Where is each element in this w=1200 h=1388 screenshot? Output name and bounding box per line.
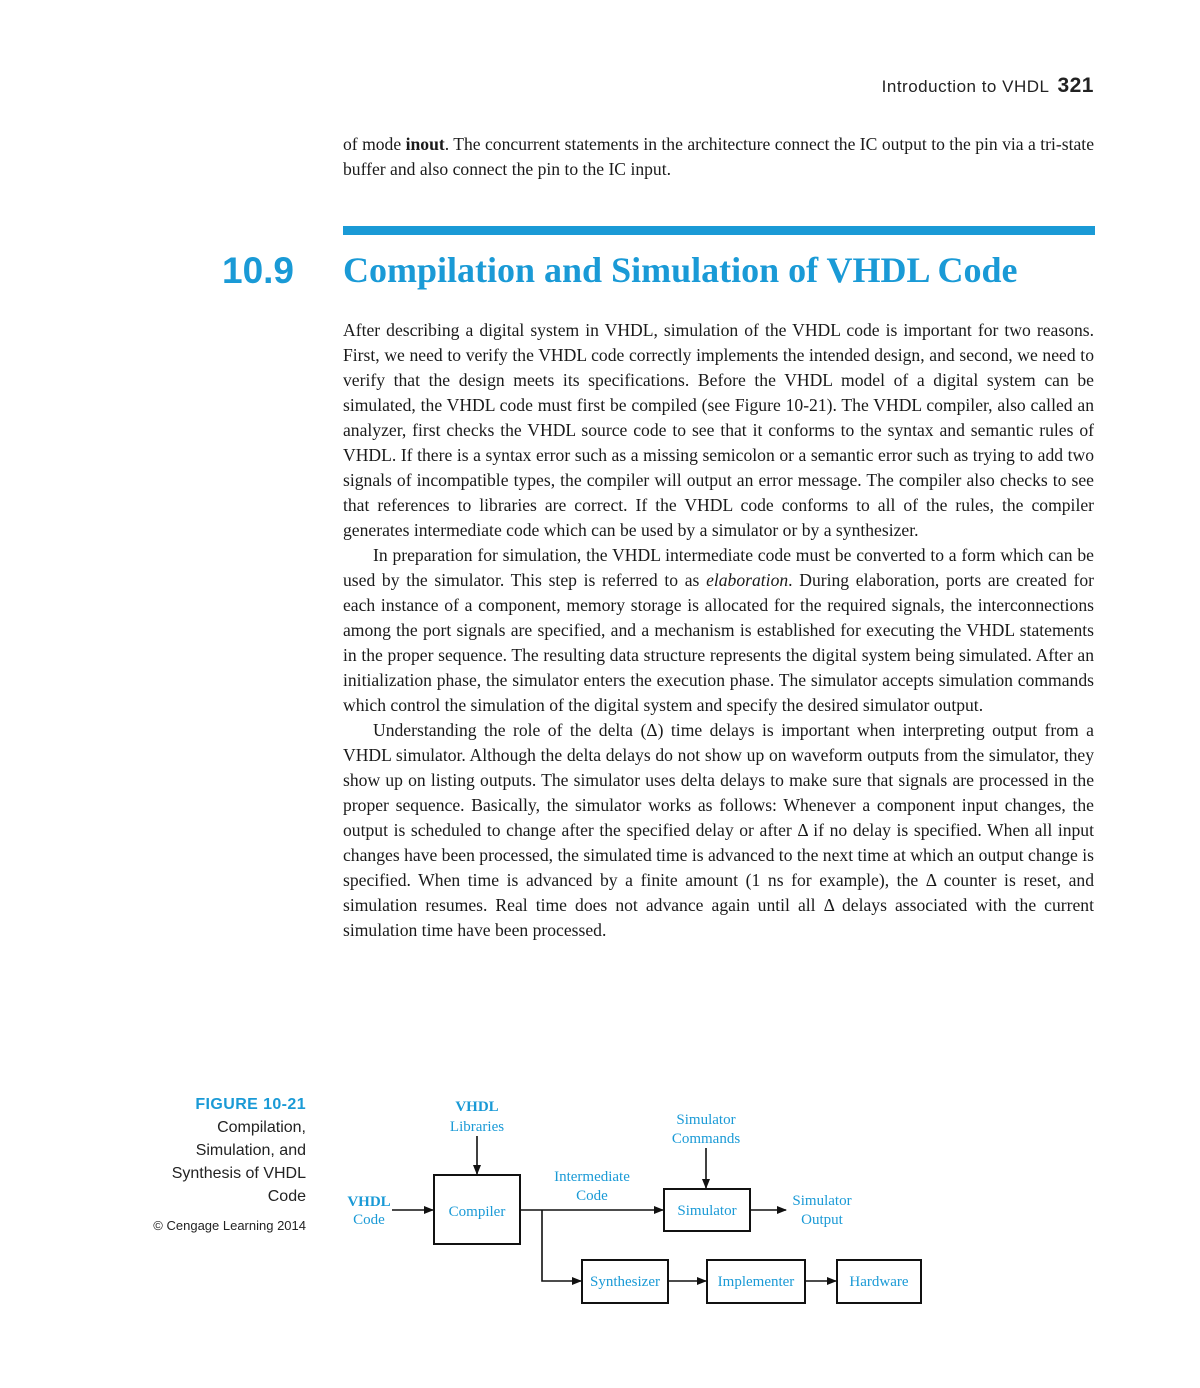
simulator-label: Simulator: [677, 1203, 737, 1219]
caption-line: Compilation,: [217, 1119, 306, 1136]
vhdl-libraries-label-2: Libraries: [449, 1119, 505, 1135]
hardware-label: Hardware: [849, 1274, 909, 1290]
elaboration-term: elaboration: [706, 570, 789, 590]
running-header: [882, 74, 1094, 98]
intermediate-code-label-2: Code: [576, 1188, 608, 1204]
intro-text-start: of mode: [343, 134, 406, 154]
section-number: 10.9: [222, 250, 295, 291]
running-title: Introduction to VHDL: [881, 77, 1050, 96]
vhdl-libraries-label-1: VHDL: [455, 1099, 499, 1115]
figure-credit: © Cengage Learning 2014: [153, 1218, 306, 1233]
caption-line: Simulation, and: [195, 1142, 306, 1159]
paragraph-1: After describing a digital system in VHDL, simulation of the VHDL code is important for two reasons. First, we need to verify the VHDL code correctly implements the intended design, and second, we need to verify that the design meets its specifications. Before the VHDL model of a digital system can be simulated, the VHDL code must first be compiled (see Figure 10-21). The VHDL compiler, also called an analyzer, first checks the VHDL source code to see that it conforms to the syntax and semantic rules of VHDL. If there is a syntax error such as a missing semicolon or a semantic error such as trying to add two signals of incompatible types, the compiler will output an error message. The compiler also checks to see that references to libraries are correct. If the VHDL code conforms to all of the rules, the compiler generates intermediate code which can be used by a simulator or by a synthesizer.: [343, 320, 1094, 540]
simulator-output-label-2: Output: [801, 1212, 843, 1228]
caption-line: Synthesis of VHDL: [171, 1165, 306, 1182]
figure-label: [106, 1096, 306, 1233]
compilation-flow-diagram: [330, 1090, 930, 1320]
synthesizer-label: Synthesizer: [590, 1274, 660, 1290]
section-title: Compilation and Simulation of VHDL Code: [343, 250, 1018, 290]
paragraph-3: Understanding the role of the delta (Δ) time delays is important when interpreting output from a VHDL simulator. Although the delta delays do not show up on waveform outputs from the simulator, they show up on listing outputs. The simulator uses delta delays to make sure that signals are processed in the proper sequence. Basically, the simulator works as follows: Whenever a component input changes, the output is scheduled to change after the specified delay or after Δ if no delay is specified. When all input changes have been processed, the simulated time is advanced to the next time at which an output change is specified. When time is advanced by a finite amount (1 ns for example), the Δ counter is reset, and simulation resumes. Real time does not advance again until all Δ delays associated with the current simulation time have been processed.: [343, 720, 1094, 940]
vhdl-code-label-1: VHDL: [347, 1194, 391, 1210]
section-body: [343, 318, 1094, 943]
implementer-label: Implementer: [717, 1274, 795, 1290]
paragraph-2: [343, 543, 1094, 718]
figure-caption: [106, 1116, 306, 1208]
intermediate-code-label-1: Intermediate: [554, 1169, 630, 1185]
figure-number: FIGURE 10-21: [195, 1096, 306, 1113]
intro-bold-term: inout: [405, 134, 445, 154]
compiler-label: Compiler: [448, 1204, 506, 1220]
synthesizer-arrow: [542, 1210, 581, 1281]
simulator-commands-label-1: Simulator: [676, 1112, 736, 1128]
page-number: 321: [1057, 74, 1094, 97]
vhdl-code-label-2: Code: [353, 1212, 385, 1228]
intro-paragraph: [343, 132, 1094, 182]
paragraph-2-end: . During elaboration, ports are created for each instance of a component, memory storage is allocated for the required signals, the interconnections among the port signals are specified, and a mechanism is established for executing the VHDL statements in the proper sequence. The resulting data structure represents the digital system being simulated. After an initialization phase, the simulator enters the execution phase. The simulator accepts simulation commands which control the simulation of the digital system and specify the desired simulator output.: [343, 570, 1094, 715]
caption-line: Code: [267, 1188, 306, 1205]
paragraph-2-start: In preparation for simulation, the VHDL intermediate code must be converted to a form which can be used by the simulator. This step is referred to as: [343, 545, 1094, 590]
simulator-commands-label-2: Commands: [671, 1131, 741, 1147]
simulator-output-label-1: Simulator: [792, 1193, 852, 1209]
intro-text-end: . The concurrent statements in the architecture connect the IC output to the pin via a tri-state buffer and also connect the pin to the IC input.: [343, 134, 1095, 179]
section-rule: [343, 226, 1095, 235]
